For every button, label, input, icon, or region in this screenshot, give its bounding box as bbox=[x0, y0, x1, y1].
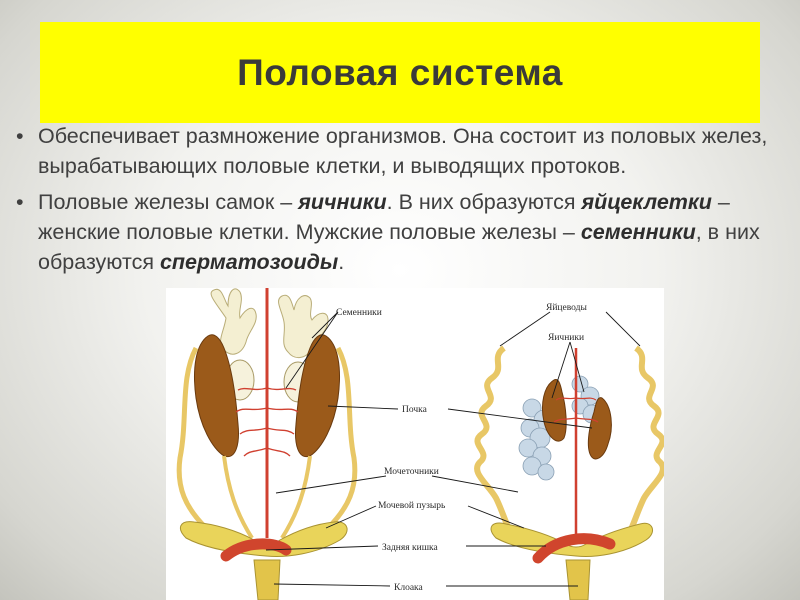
label-hindgut: Задняя кишка bbox=[382, 543, 438, 553]
bullet-2-part-2: . В них образуются bbox=[386, 190, 582, 214]
bullet-item-2 bbox=[14, 187, 786, 277]
male-ureter-right bbox=[282, 456, 310, 538]
term-eggs: яйцеклетки bbox=[581, 190, 712, 214]
bullet-2-part-4: , в них образуются bbox=[38, 220, 760, 274]
male-cloaca bbox=[254, 560, 280, 600]
bullet-marker: • bbox=[16, 190, 24, 214]
label-bladder: Мочевой пузырь bbox=[378, 501, 446, 511]
female-oviduct-right bbox=[628, 348, 663, 536]
female-oviduct-left bbox=[477, 348, 512, 536]
label-oviducts: Яйцеводы bbox=[546, 303, 587, 313]
slide-title: Половая система bbox=[237, 51, 563, 93]
urogenital-diagram bbox=[166, 288, 664, 600]
label-cloaca: Клоака bbox=[394, 583, 423, 593]
label-ovaries: Яичники bbox=[548, 333, 585, 343]
bullet-item-1 bbox=[14, 121, 786, 181]
bullet-2-text bbox=[38, 190, 760, 274]
label-testes: Семенники bbox=[336, 308, 382, 318]
male-system bbox=[179, 288, 355, 600]
bullet-2-part-1: Половые железы самок – bbox=[38, 190, 299, 214]
bullet-1-text: Обеспечивает размножение организмов. Она состоит из половых желез, вырабатывающих половые клетки, и выводящих протоков. bbox=[38, 124, 768, 178]
term-testes: семенники bbox=[580, 220, 696, 244]
label-kidney: Почка bbox=[402, 405, 427, 415]
male-ureter-left bbox=[224, 456, 252, 538]
female-system bbox=[477, 348, 663, 600]
term-sperm: сперматозоиды bbox=[159, 250, 339, 274]
bullet-2-part-5: . bbox=[338, 250, 345, 274]
term-ovaries: яичники bbox=[298, 190, 387, 214]
bullet-2-part-3: – женские половые клетки. Мужские половые железы – bbox=[38, 190, 730, 244]
bullet-list bbox=[14, 121, 786, 283]
female-cloaca bbox=[566, 560, 590, 600]
label-ureters: Мочеточники bbox=[384, 467, 439, 477]
diagram-svg bbox=[166, 288, 664, 600]
title-banner bbox=[40, 22, 760, 123]
bullet-marker: • bbox=[16, 124, 24, 148]
